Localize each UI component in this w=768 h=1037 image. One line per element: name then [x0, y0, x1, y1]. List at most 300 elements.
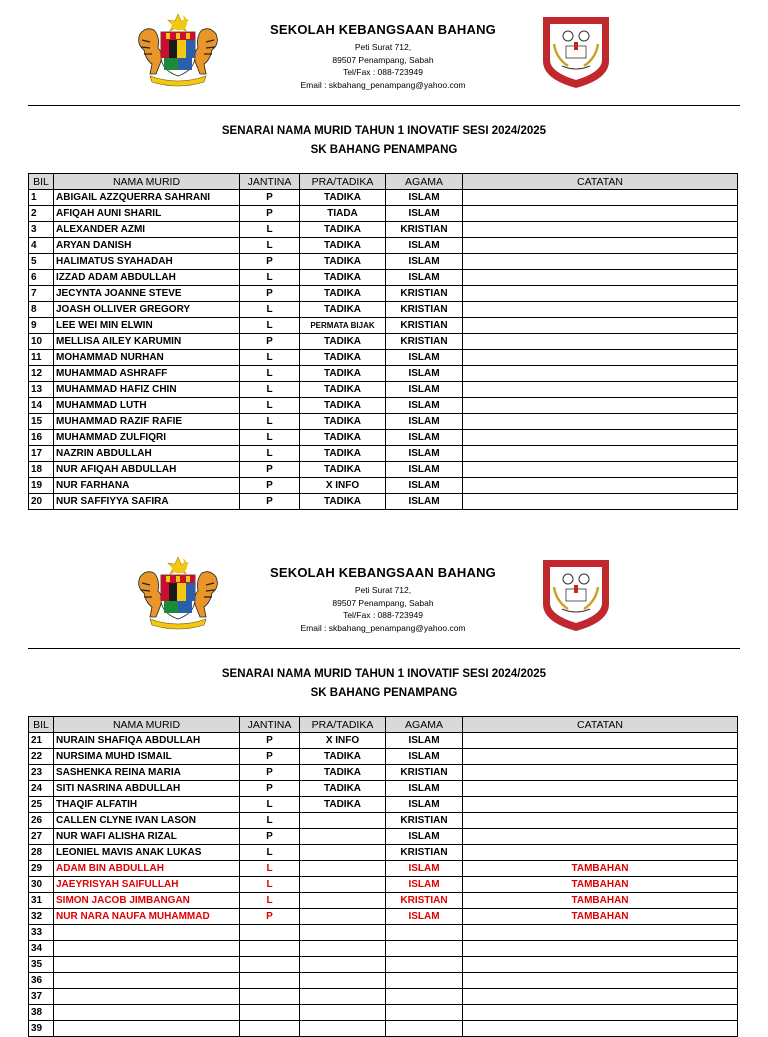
table-row [29, 206, 738, 222]
cell-agama [386, 1021, 463, 1037]
cell-agama: KRISTIAN [386, 765, 463, 781]
cell-bil: 21 [29, 733, 54, 749]
address-line-1: Peti Surat 712, [354, 585, 412, 595]
cell-pra-tadika: PERMATA BIJAK [300, 318, 386, 334]
cell-jantina: P [240, 334, 300, 350]
cell-nama-murid [54, 989, 240, 1005]
table-row [29, 414, 738, 430]
cell-agama [386, 957, 463, 973]
cell-agama: ISLAM [386, 398, 463, 414]
cell-jantina: P [240, 765, 300, 781]
cell-pra-tadika: X INFO [300, 478, 386, 494]
cell-agama: ISLAM [386, 781, 463, 797]
column-header-pra-tadika: PRA/TADIKA [300, 717, 386, 733]
cell-agama: KRISTIAN [386, 845, 463, 861]
cell-nama-murid [54, 925, 240, 941]
cell-bil: 9 [29, 318, 54, 334]
page-2 [0, 543, 768, 1034]
cell-pra-tadika [300, 925, 386, 941]
cell-catatan [463, 382, 738, 398]
cell-agama: ISLAM [386, 494, 463, 510]
cell-bil: 11 [29, 350, 54, 366]
cell-pra-tadika: TADIKA [300, 414, 386, 430]
list-title [0, 122, 768, 160]
cell-catatan [463, 925, 738, 941]
table-row [29, 254, 738, 270]
cell-catatan [463, 989, 738, 1005]
cell-nama-murid: JAEYRISYAH SAIFULLAH [54, 877, 240, 893]
cell-pra-tadika: TADIKA [300, 382, 386, 398]
title-line-1: SENARAI NAMA MURID TAHUN 1 INOVATIF SESI 2024/2025 [221, 668, 547, 680]
column-header-catatan: CATATAN [463, 174, 738, 190]
cell-pra-tadika [300, 941, 386, 957]
table-row [29, 334, 738, 350]
cell-bil: 4 [29, 238, 54, 254]
cell-agama [386, 973, 463, 989]
telfax-line: Tel/Fax : 088-723949 [343, 610, 423, 620]
cell-catatan [463, 366, 738, 382]
cell-jantina: L [240, 797, 300, 813]
cell-pra-tadika: TADIKA [300, 366, 386, 382]
cell-catatan [463, 286, 738, 302]
cell-agama: ISLAM [386, 382, 463, 398]
cell-jantina: L [240, 861, 300, 877]
cell-pra-tadika: X INFO [300, 733, 386, 749]
cell-agama: ISLAM [386, 861, 463, 877]
cell-agama: ISLAM [386, 270, 463, 286]
table-row [29, 318, 738, 334]
cell-agama [386, 941, 463, 957]
cell-catatan [463, 797, 738, 813]
school-name: SEKOLAH KEBANGSAAN BAHANG [269, 565, 496, 580]
school-logo-icon [540, 14, 612, 90]
cell-catatan [463, 1005, 738, 1021]
cell-jantina [240, 1005, 300, 1021]
cell-catatan: TAMBAHAN [463, 877, 738, 893]
table-row [29, 813, 738, 829]
cell-agama [386, 925, 463, 941]
address-line-2: 89507 Penampang, Sabah [332, 597, 434, 608]
cell-bil: 28 [29, 845, 54, 861]
cell-pra-tadika: TADIKA [300, 334, 386, 350]
list-title [0, 665, 768, 703]
cell-agama: KRISTIAN [386, 222, 463, 238]
cell-agama: ISLAM [386, 206, 463, 222]
cell-jantina: L [240, 813, 300, 829]
cell-bil: 14 [29, 398, 54, 414]
cell-pra-tadika [300, 861, 386, 877]
cell-pra-tadika [300, 829, 386, 845]
cell-nama-murid: CALLEN CLYNE IVAN LASON [54, 813, 240, 829]
cell-bil: 33 [29, 925, 54, 941]
cell-nama-murid [54, 1021, 240, 1037]
cell-jantina: P [240, 254, 300, 270]
cell-nama-murid: ARYAN DANISH [54, 238, 240, 254]
table-row [29, 350, 738, 366]
cell-pra-tadika: TADIKA [300, 222, 386, 238]
cell-nama-murid [54, 1005, 240, 1021]
cell-nama-murid: HALIMATUS SYAHADAH [54, 254, 240, 270]
cell-pra-tadika [300, 877, 386, 893]
cell-nama-murid: NURAIN SHAFIQA ABDULLAH [54, 733, 240, 749]
cell-pra-tadika: TADIKA [300, 286, 386, 302]
cell-agama: ISLAM [386, 462, 463, 478]
cell-pra-tadika [300, 1021, 386, 1037]
table-row [29, 366, 738, 382]
cell-catatan [463, 733, 738, 749]
table-row [29, 749, 738, 765]
cell-nama-murid: LEONIEL MAVIS ANAK LUKAS [54, 845, 240, 861]
cell-pra-tadika: TADIKA [300, 302, 386, 318]
cell-pra-tadika [300, 909, 386, 925]
cell-jantina: L [240, 877, 300, 893]
cell-nama-murid: MUHAMMAD HAFIZ CHIN [54, 382, 240, 398]
cell-pra-tadika: TADIKA [300, 430, 386, 446]
cell-pra-tadika: TADIKA [300, 446, 386, 462]
cell-jantina: L [240, 414, 300, 430]
cell-catatan [463, 398, 738, 414]
cell-bil: 35 [29, 957, 54, 973]
cell-agama: ISLAM [386, 877, 463, 893]
email-line: Email : skbahang_penampang@yahoo.com [300, 622, 466, 633]
cell-nama-murid: AFIQAH AUNI SHARIL [54, 206, 240, 222]
cell-agama: ISLAM [386, 350, 463, 366]
cell-nama-murid: MUHAMMAD LUTH [54, 398, 240, 414]
cell-bil: 22 [29, 749, 54, 765]
table-row [29, 877, 738, 893]
cell-jantina [240, 973, 300, 989]
column-header-jantina: JANTINA [240, 174, 300, 190]
cell-catatan [463, 494, 738, 510]
cell-catatan [463, 318, 738, 334]
cell-pra-tadika: TADIKA [300, 781, 386, 797]
cell-bil: 25 [29, 797, 54, 813]
cell-nama-murid: SITI NASRINA ABDULLAH [54, 781, 240, 797]
cell-agama: ISLAM [386, 797, 463, 813]
cell-bil: 13 [29, 382, 54, 398]
cell-jantina: P [240, 781, 300, 797]
student-table-page-2 [28, 716, 738, 1037]
column-header-nama-murid: NAMA MURID [54, 174, 240, 190]
column-header-bil: BIL [29, 174, 54, 190]
cell-bil: 37 [29, 989, 54, 1005]
cell-jantina: P [240, 909, 300, 925]
column-header-bil: BIL [29, 717, 54, 733]
cell-nama-murid: NUR SAFFIYYA SAFIRA [54, 494, 240, 510]
cell-bil: 17 [29, 446, 54, 462]
table-row [29, 829, 738, 845]
cell-pra-tadika: TADIKA [300, 398, 386, 414]
cell-bil: 26 [29, 813, 54, 829]
cell-bil: 12 [29, 366, 54, 382]
cell-catatan [463, 270, 738, 286]
table-row [29, 989, 738, 1005]
cell-bil: 19 [29, 478, 54, 494]
table-row [29, 733, 738, 749]
cell-catatan [463, 430, 738, 446]
table-row [29, 957, 738, 973]
table-row [29, 973, 738, 989]
cell-catatan [463, 222, 738, 238]
table-row [29, 478, 738, 494]
cell-agama: ISLAM [386, 733, 463, 749]
cell-pra-tadika: TADIKA [300, 797, 386, 813]
title-line-2: SK BAHANG PENAMPANG [310, 687, 458, 699]
header-divider [28, 105, 740, 106]
cell-jantina: P [240, 749, 300, 765]
letterhead [0, 543, 768, 638]
cell-catatan [463, 845, 738, 861]
email-line: Email : skbahang_penampang@yahoo.com [300, 79, 466, 90]
cell-nama-murid: JOASH OLLIVER GREGORY [54, 302, 240, 318]
cell-bil: 31 [29, 893, 54, 909]
cell-jantina: L [240, 366, 300, 382]
cell-jantina: L [240, 222, 300, 238]
cell-nama-murid: NUR NARA NAUFA MUHAMMAD [54, 909, 240, 925]
table-row [29, 781, 738, 797]
cell-catatan [463, 446, 738, 462]
table-row [29, 446, 738, 462]
cell-bil: 32 [29, 909, 54, 925]
cell-jantina: L [240, 318, 300, 334]
cell-catatan [463, 462, 738, 478]
cell-pra-tadika: TADIKA [300, 254, 386, 270]
cell-bil: 1 [29, 190, 54, 206]
cell-agama [386, 1005, 463, 1021]
cell-catatan [463, 302, 738, 318]
cell-catatan [463, 190, 738, 206]
school-logo-icon [540, 557, 612, 633]
cell-jantina: L [240, 302, 300, 318]
cell-nama-murid [54, 957, 240, 973]
cell-pra-tadika: TADIKA [300, 765, 386, 781]
cell-agama: KRISTIAN [386, 334, 463, 350]
cell-jantina: P [240, 829, 300, 845]
cell-jantina [240, 1021, 300, 1037]
cell-bil: 7 [29, 286, 54, 302]
table-row [29, 302, 738, 318]
cell-nama-murid: MUHAMMAD ASHRAFF [54, 366, 240, 382]
cell-pra-tadika [300, 893, 386, 909]
cell-pra-tadika: TADIKA [300, 270, 386, 286]
cell-nama-murid: ADAM BIN ABDULLAH [54, 861, 240, 877]
address-line-2: 89507 Penampang, Sabah [332, 54, 434, 65]
cell-pra-tadika: TADIKA [300, 494, 386, 510]
cell-bil: 5 [29, 254, 54, 270]
cell-agama: KRISTIAN [386, 893, 463, 909]
cell-bil: 30 [29, 877, 54, 893]
column-header-agama: AGAMA [386, 174, 463, 190]
cell-bil: 36 [29, 973, 54, 989]
table-row [29, 398, 738, 414]
table-row [29, 765, 738, 781]
cell-catatan [463, 765, 738, 781]
cell-catatan [463, 813, 738, 829]
cell-agama: ISLAM [386, 366, 463, 382]
cell-jantina: L [240, 845, 300, 861]
letterhead [0, 0, 768, 95]
cell-catatan: TAMBAHAN [463, 909, 738, 925]
cell-agama: ISLAM [386, 829, 463, 845]
cell-jantina: L [240, 430, 300, 446]
cell-agama: ISLAM [386, 414, 463, 430]
cell-pra-tadika: TADIKA [300, 462, 386, 478]
cell-nama-murid: NURSIMA MUHD ISMAIL [54, 749, 240, 765]
column-header-jantina: JANTINA [240, 717, 300, 733]
cell-bil: 27 [29, 829, 54, 845]
cell-agama: ISLAM [386, 749, 463, 765]
cell-jantina: P [240, 478, 300, 494]
cell-nama-murid: MUHAMMAD RAZIF RAFIE [54, 414, 240, 430]
column-header-agama: AGAMA [386, 717, 463, 733]
table-row [29, 797, 738, 813]
cell-nama-murid: SASHENKA REINA MARIA [54, 765, 240, 781]
cell-catatan: TAMBAHAN [463, 893, 738, 909]
cell-bil: 29 [29, 861, 54, 877]
table-row [29, 909, 738, 925]
cell-nama-murid: MELLISA AILEY KARUMIN [54, 334, 240, 350]
cell-nama-murid: NUR AFIQAH ABDULLAH [54, 462, 240, 478]
cell-agama: ISLAM [386, 446, 463, 462]
table-row [29, 893, 738, 909]
cell-catatan [463, 414, 738, 430]
cell-agama: ISLAM [386, 909, 463, 925]
cell-jantina: P [240, 494, 300, 510]
cell-jantina: L [240, 238, 300, 254]
cell-agama: KRISTIAN [386, 813, 463, 829]
cell-jantina: L [240, 893, 300, 909]
column-header-nama-murid: NAMA MURID [54, 717, 240, 733]
cell-nama-murid: JECYNTA JOANNE STEVE [54, 286, 240, 302]
cell-catatan [463, 238, 738, 254]
table-row [29, 462, 738, 478]
cell-jantina: L [240, 446, 300, 462]
cell-agama: ISLAM [386, 478, 463, 494]
cell-bil: 10 [29, 334, 54, 350]
table-row [29, 494, 738, 510]
cell-pra-tadika: TIADA [300, 206, 386, 222]
cell-pra-tadika [300, 813, 386, 829]
cell-jantina [240, 989, 300, 1005]
student-table-page-1 [28, 173, 738, 510]
table-row [29, 190, 738, 206]
cell-pra-tadika: TADIKA [300, 238, 386, 254]
cell-catatan [463, 350, 738, 366]
cell-catatan [463, 478, 738, 494]
cell-nama-murid: IZZAD ADAM ABDULLAH [54, 270, 240, 286]
cell-pra-tadika: TADIKA [300, 350, 386, 366]
cell-bil: 8 [29, 302, 54, 318]
column-header-catatan: CATATAN [463, 717, 738, 733]
cell-pra-tadika [300, 1005, 386, 1021]
cell-bil: 16 [29, 430, 54, 446]
cell-nama-murid: ABIGAIL AZZQUERRA SAHRANI [54, 190, 240, 206]
cell-jantina: P [240, 733, 300, 749]
cell-catatan [463, 254, 738, 270]
cell-nama-murid: THAQIF ALFATIH [54, 797, 240, 813]
cell-agama: KRISTIAN [386, 318, 463, 334]
table-row [29, 270, 738, 286]
cell-catatan [463, 781, 738, 797]
cell-pra-tadika [300, 957, 386, 973]
cell-bil: 15 [29, 414, 54, 430]
cell-agama: ISLAM [386, 190, 463, 206]
table-row [29, 430, 738, 446]
cell-catatan: TAMBAHAN [463, 861, 738, 877]
cell-pra-tadika [300, 973, 386, 989]
cell-catatan [463, 334, 738, 350]
cell-pra-tadika: TADIKA [300, 190, 386, 206]
cell-jantina [240, 957, 300, 973]
cell-jantina [240, 941, 300, 957]
cell-catatan [463, 749, 738, 765]
table-row [29, 286, 738, 302]
table-row [29, 941, 738, 957]
table-header-row [29, 717, 738, 733]
table-row [29, 925, 738, 941]
cell-pra-tadika [300, 989, 386, 1005]
cell-agama: ISLAM [386, 254, 463, 270]
cell-nama-murid: NUR WAFI ALISHA RIZAL [54, 829, 240, 845]
header-divider [28, 648, 740, 649]
cell-nama-murid [54, 973, 240, 989]
table-row [29, 382, 738, 398]
cell-jantina: P [240, 462, 300, 478]
address-line-1: Peti Surat 712, [354, 42, 412, 52]
cell-catatan [463, 829, 738, 845]
cell-jantina [240, 925, 300, 941]
cell-jantina: P [240, 286, 300, 302]
cell-jantina: L [240, 382, 300, 398]
cell-agama: KRISTIAN [386, 286, 463, 302]
cell-pra-tadika [300, 845, 386, 861]
cell-nama-murid: ALEXANDER AZMI [54, 222, 240, 238]
column-header-pra-tadika: PRA/TADIKA [300, 174, 386, 190]
cell-catatan [463, 1021, 738, 1037]
cell-nama-murid: NAZRIN ABDULLAH [54, 446, 240, 462]
cell-nama-murid: MUHAMMAD ZULFIQRI [54, 430, 240, 446]
cell-bil: 24 [29, 781, 54, 797]
cell-jantina: P [240, 190, 300, 206]
cell-jantina: P [240, 206, 300, 222]
cell-pra-tadika: TADIKA [300, 749, 386, 765]
cell-nama-murid: LEE WEI MIN ELWIN [54, 318, 240, 334]
cell-agama: ISLAM [386, 238, 463, 254]
table-row [29, 845, 738, 861]
cell-bil: 18 [29, 462, 54, 478]
title-line-2: SK BAHANG PENAMPANG [310, 144, 458, 156]
cell-bil: 3 [29, 222, 54, 238]
cell-agama [386, 989, 463, 1005]
title-line-1: SENARAI NAMA MURID TAHUN 1 INOVATIF SESI 2024/2025 [221, 125, 547, 137]
cell-catatan [463, 206, 738, 222]
cell-catatan [463, 973, 738, 989]
cell-agama: ISLAM [386, 430, 463, 446]
table-row [29, 1021, 738, 1037]
cell-bil: 23 [29, 765, 54, 781]
table-header-row [29, 174, 738, 190]
cell-nama-murid: NUR FARHANA [54, 478, 240, 494]
cell-bil: 2 [29, 206, 54, 222]
cell-jantina: L [240, 398, 300, 414]
table-row [29, 861, 738, 877]
table-row [29, 238, 738, 254]
cell-catatan [463, 957, 738, 973]
cell-catatan [463, 941, 738, 957]
cell-jantina: L [240, 270, 300, 286]
cell-jantina: L [240, 350, 300, 366]
cell-nama-murid: MOHAMMAD NURHAN [54, 350, 240, 366]
